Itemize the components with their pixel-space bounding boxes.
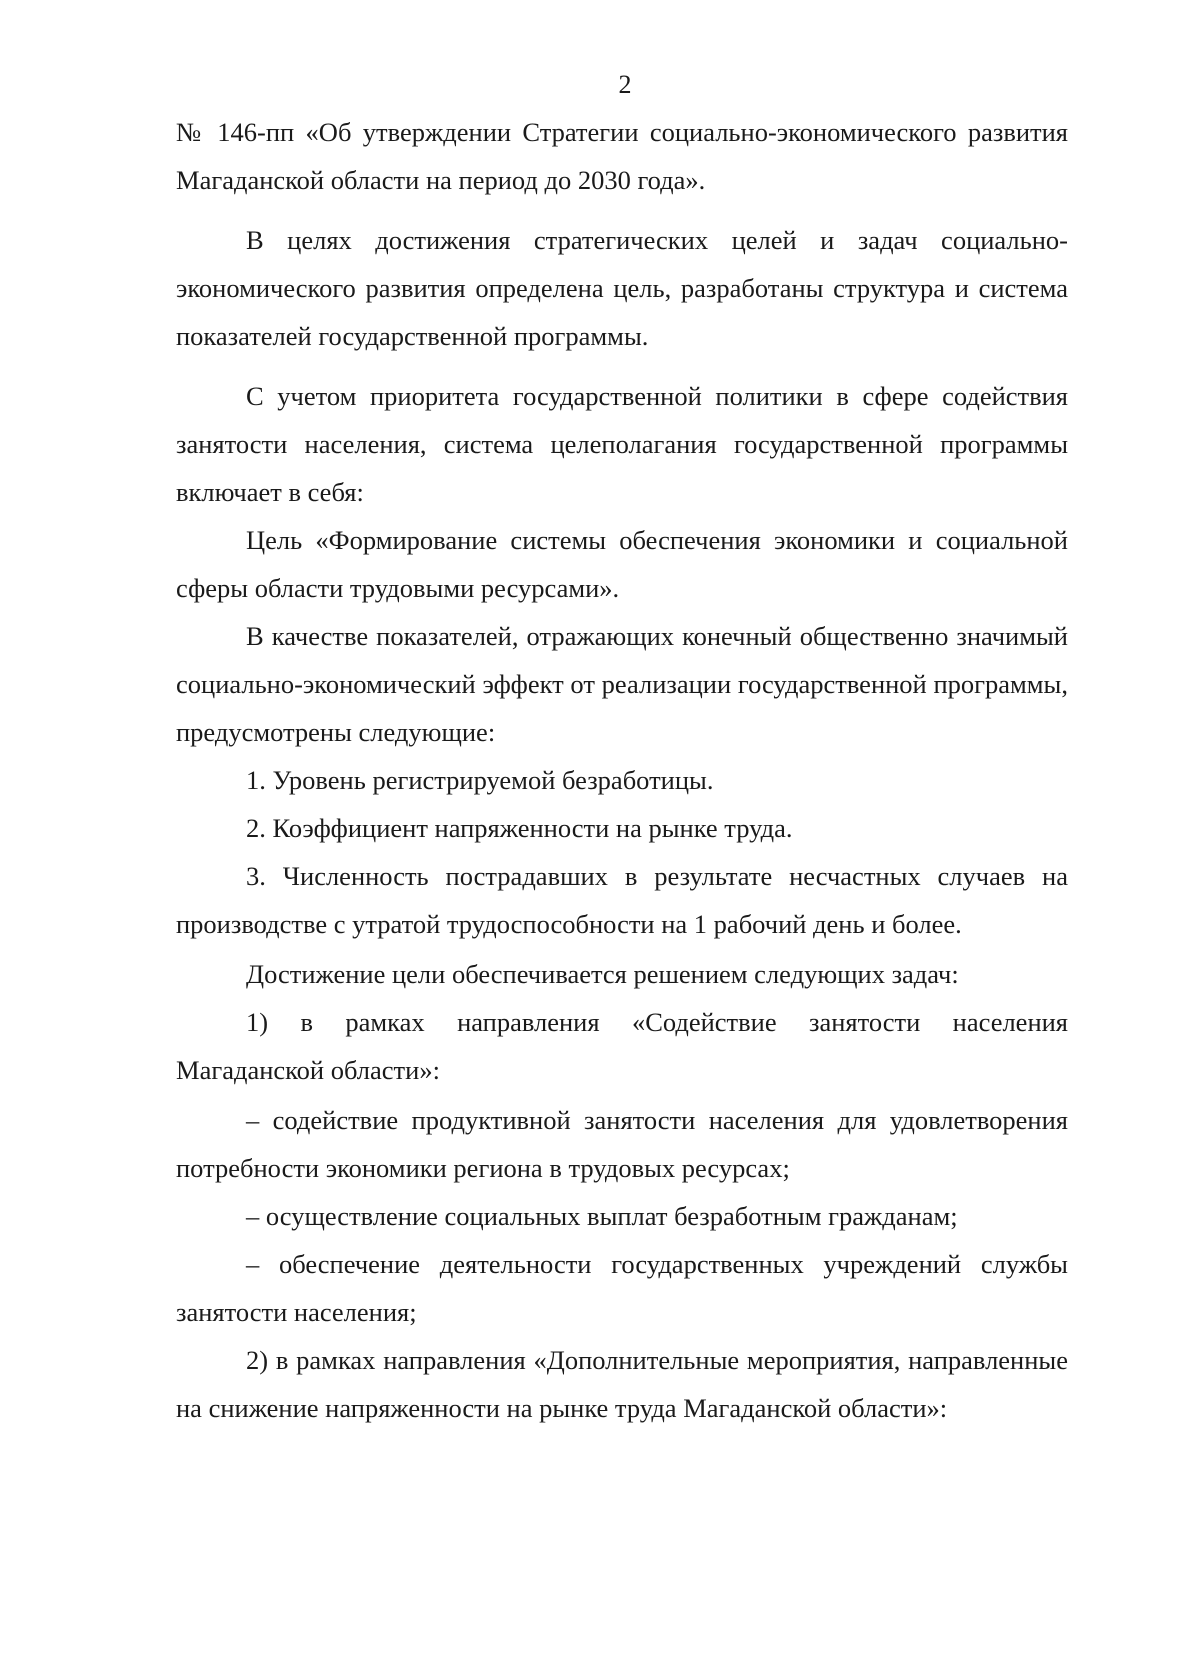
task-item-employment-service: – обеспечение деятельности государственных учреждений службы занятости населения; — [176, 1249, 1068, 1327]
task-direction-1: 1) в рамках направления «Содействие занятости населения Магаданской области»: — [176, 1007, 1068, 1085]
task-direction-2: 2) в рамках направления «Дополнительные мероприятия, направленные на снижение напряженности на рынке труда Магаданской области»: — [176, 1345, 1068, 1423]
paragraph-tasks-intro: Достижение цели обеспечивается решением следующих задач: — [246, 959, 959, 989]
paragraph-goal: Цель «Формирование системы обеспечения экономики и социальной сферы области трудовыми ресурсами». — [176, 525, 1068, 603]
paragraph-goal-intro: В целях достижения стратегических целей и задач социально-экономического развития определена цель, разработаны структура и система показателей государственной программы. — [176, 225, 1068, 351]
paragraph-indicators-intro: В качестве показателей, отражающих конечный общественно значимый социально-экономический эффект от реализации государственной программы, предусмотрены следующие: — [176, 621, 1068, 747]
list-item-indicator-2: 2. Коэффициент напряженности на рынке труда. — [246, 813, 793, 843]
paragraph-strategy-reference: № 146-пп «Об утверждении Стратегии социально-экономического развития Магаданской области на период до 2030 года». — [176, 117, 1068, 195]
list-item-indicator-3: 3. Численность пострадавших в результате несчастных случаев на производстве с утратой трудоспособности на 1 рабочий день и более. — [176, 861, 1068, 939]
paragraph-priority: С учетом приоритета государственной политики в сфере содействия занятости населения, система целеполагания государственной программы включает в себя: — [176, 381, 1068, 507]
page-number: 2 — [618, 70, 632, 99]
list-item-indicator-1: 1. Уровень регистрируемой безработицы. — [246, 765, 714, 795]
task-item-productive-employment: – содействие продуктивной занятости населения для удовлетворения потребности экономики региона в трудовых ресурсах; — [176, 1105, 1068, 1183]
task-item-social-payments: – осуществление социальных выплат безработным гражданам; — [246, 1201, 958, 1231]
document-body — [176, 108, 1068, 1432]
